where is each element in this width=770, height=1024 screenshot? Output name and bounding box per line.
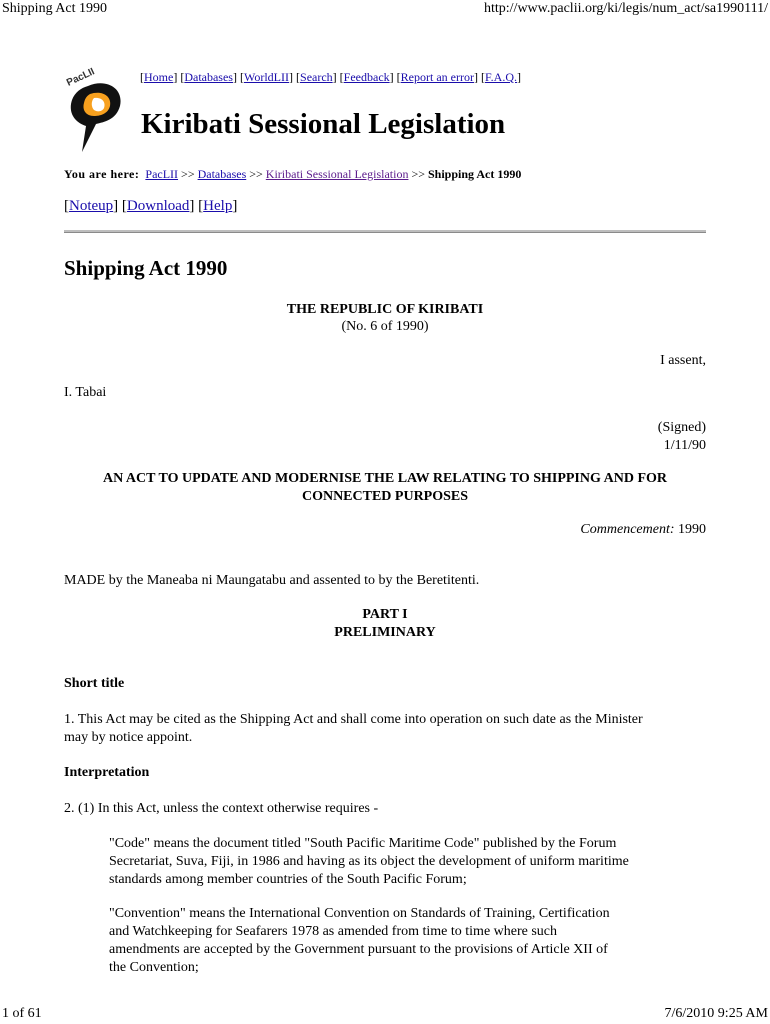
- breadcrumb-kiribati[interactable]: Kiribati Sessional Legislation: [265, 167, 409, 181]
- document-links: [Noteup] [Download] [Help]: [64, 198, 238, 214]
- commencement-label: Commencement:: [580, 522, 675, 537]
- help-link[interactable]: Help: [203, 198, 233, 214]
- long-title-line-1: AN ACT TO UPDATE AND MODERNISE THE LAW RELATING TO SHIPPING AND FOR: [102, 471, 667, 486]
- definition-line: "Code" means the document titled "South Pacific Maritime Code" published by the Forum: [109, 836, 617, 851]
- definition-line: standards among member countries of the South Pacific Forum;: [109, 872, 467, 887]
- nav-home[interactable]: Home: [144, 70, 174, 84]
- definition-line: Secretariat, Suva, Fiji, in 1986 and having as its object the development of uniform maritime: [109, 854, 629, 869]
- download-link[interactable]: Download: [126, 198, 190, 214]
- breadcrumb-paclii[interactable]: PacLII: [145, 167, 179, 181]
- breadcrumb-sep: >>: [411, 167, 425, 181]
- nav-databases[interactable]: Databases: [184, 70, 233, 84]
- print-header-url: http://www.paclii.org/ki/legis/num_act/sa1990111/: [484, 1, 768, 16]
- interpretation-heading: Interpretation: [64, 765, 150, 780]
- noteup-link[interactable]: Noteup: [69, 198, 114, 214]
- section-2-intro: 2. (1) In this Act, unless the context otherwise requires -: [64, 801, 379, 816]
- long-title-line-2: CONNECTED PURPOSES: [301, 489, 469, 504]
- code-definition: [109, 835, 669, 889]
- breadcrumb-current: Shipping Act 1990: [428, 167, 522, 181]
- signer-name: I. Tabai: [64, 385, 107, 400]
- part-title: PRELIMINARY: [334, 625, 436, 640]
- nav-search[interactable]: Search: [300, 70, 333, 84]
- definition-line: and Watchkeeping for Seafarers 1978 as amended from time to time where such: [109, 924, 558, 939]
- part-number: PART I: [362, 607, 408, 622]
- horizontal-rule: [64, 230, 706, 233]
- section-1: [64, 711, 706, 747]
- document-title: Shipping Act 1990: [64, 256, 228, 280]
- assent-text: I assent,: [660, 353, 706, 368]
- section-1-line: 1. This Act may be cited as the Shipping Act and shall come into operation on such date as the Minister: [64, 712, 643, 727]
- breadcrumb-sep: >>: [181, 167, 195, 181]
- print-header-title: Shipping Act 1990: [2, 1, 108, 16]
- act-number: (No. 6 of 1990): [341, 319, 429, 334]
- nav-feedback[interactable]: Feedback: [343, 70, 390, 84]
- nav-faq[interactable]: F.A.Q.: [484, 70, 518, 84]
- breadcrumb-databases[interactable]: Databases: [197, 167, 247, 181]
- nav-worldlii[interactable]: WorldLII: [243, 70, 290, 84]
- paclii-logo[interactable]: [60, 66, 126, 156]
- commencement-year: 1990: [678, 522, 706, 537]
- top-nav: [Home] [Databases] [WorldLII] [Search] [Feedback] [Report an error] [F.A.Q.]: [140, 70, 522, 84]
- enacting-clause: MADE by the Maneaba ni Maungatabu and assented to by the Beretitenti.: [64, 573, 480, 588]
- signed-date: 1/11/90: [663, 438, 706, 453]
- republic-heading: THE REPUBLIC OF KIRIBATI: [286, 302, 484, 317]
- breadcrumb: [64, 167, 521, 182]
- breadcrumb-sep: >>: [249, 167, 263, 181]
- section-1-line: may by notice appoint.: [64, 730, 193, 745]
- commencement: [580, 522, 706, 538]
- definition-line: the Convention;: [109, 960, 199, 975]
- print-footer-datetime: 7/6/2010 9:25 AM: [664, 1006, 768, 1021]
- nav-report-error[interactable]: Report an error: [400, 70, 474, 84]
- definition-line: "Convention" means the International Convention on Standards of Training, Certification: [109, 906, 610, 921]
- site-title: Kiribati Sessional Legislation: [141, 108, 506, 140]
- short-title-heading: Short title: [64, 676, 125, 691]
- breadcrumb-label: You are here:: [64, 167, 140, 181]
- print-footer-page: 1 of 61: [2, 1006, 42, 1021]
- logo-text: PacLII: [65, 66, 97, 89]
- signed-text: (Signed): [657, 420, 706, 435]
- definition-line: amendments are accepted by the Government pursuant to the provisions of Article XII of: [109, 942, 608, 957]
- convention-definition: [109, 905, 669, 977]
